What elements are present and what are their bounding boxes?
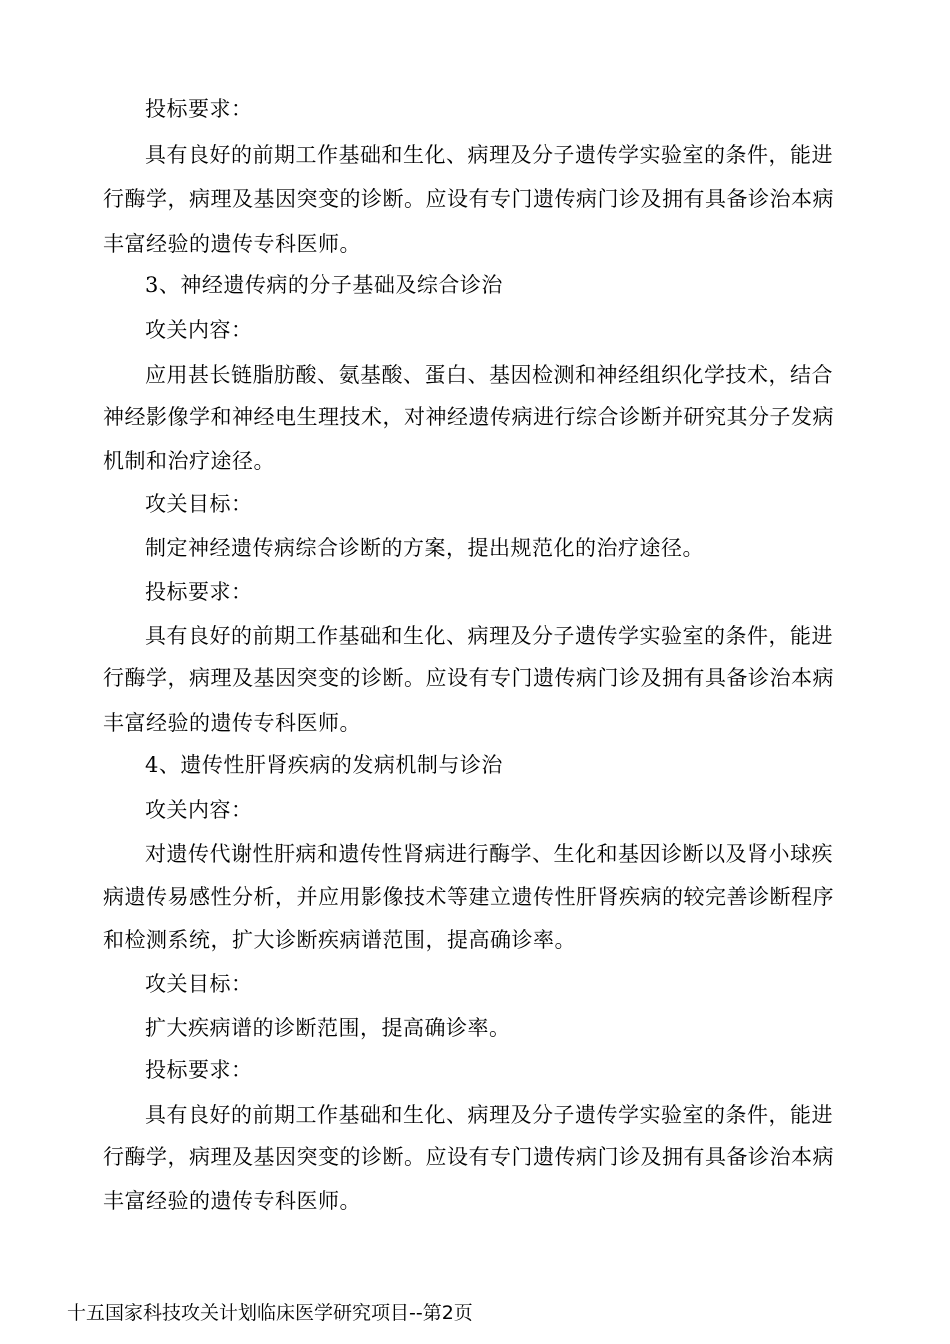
paragraph-line: 机制和治疗途径。 — [103, 449, 275, 473]
heading-tender-requirements: 投标要求： — [145, 580, 253, 604]
paragraph-line: 应用甚长链脂肪酸、氨基酸、蛋白、基因检测和神经组织化学技术，结合 — [145, 363, 833, 387]
paragraph-line: 行酶学，病理及基因突变的诊断。应设有专门遗传病门诊及拥有具备诊治本病 — [103, 187, 834, 211]
paragraph-line: 丰富经验的遗传专科医师。 — [103, 711, 361, 735]
heading-tender-requirements: 投标要求： — [145, 97, 253, 121]
heading-research-goal: 攻关目标： — [145, 492, 253, 516]
paragraph-line: 神经影像学和神经电生理技术，对神经遗传病进行综合诊断并研究其分子发病 — [103, 405, 834, 429]
heading-research-goal: 攻关目标： — [145, 972, 253, 996]
section-heading-3: 3、神经遗传病的分子基础及综合诊治 — [145, 273, 503, 297]
paragraph-line: 丰富经验的遗传专科医师。 — [103, 232, 361, 256]
paragraph-line: 具有良好的前期工作基础和生化、病理及分子遗传学实验室的条件，能进 — [145, 1103, 833, 1127]
section-heading-4: 4、遗传性肝肾疾病的发病机制与诊治 — [145, 753, 503, 777]
heading-research-content: 攻关内容： — [145, 318, 253, 342]
paragraph-line: 制定神经遗传病综合诊断的方案，提出规范化的治疗途径。 — [145, 536, 704, 560]
paragraph-line: 行酶学，病理及基因突变的诊断。应设有专门遗传病门诊及拥有具备诊治本病 — [103, 1145, 834, 1169]
paragraph-line: 行酶学，病理及基因突变的诊断。应设有专门遗传病门诊及拥有具备诊治本病 — [103, 666, 834, 690]
paragraph-line: 具有良好的前期工作基础和生化、病理及分子遗传学实验室的条件，能进 — [145, 143, 833, 167]
heading-tender-requirements: 投标要求： — [145, 1058, 253, 1082]
paragraph-line: 对遗传代谢性肝病和遗传性肾病进行酶学、生化和基因诊断以及肾小球疾 — [145, 842, 833, 866]
page-footer: 十五国家科技攻关计划临床医学研究项目--第2页 — [67, 1302, 473, 1324]
paragraph-line: 具有良好的前期工作基础和生化、病理及分子遗传学实验室的条件，能进 — [145, 624, 833, 648]
paragraph-line: 扩大疾病谱的诊断范围，提高确诊率。 — [145, 1016, 511, 1040]
heading-research-content: 攻关内容： — [145, 798, 253, 822]
paragraph-line: 病遗传易感性分析，并应用影像技术等建立遗传性肝肾疾病的较完善诊断程序 — [103, 885, 834, 909]
paragraph-line: 丰富经验的遗传专科医师。 — [103, 1189, 361, 1213]
paragraph-line: 和检测系统，扩大诊断疾病谱范围，提高确诊率。 — [103, 928, 576, 952]
